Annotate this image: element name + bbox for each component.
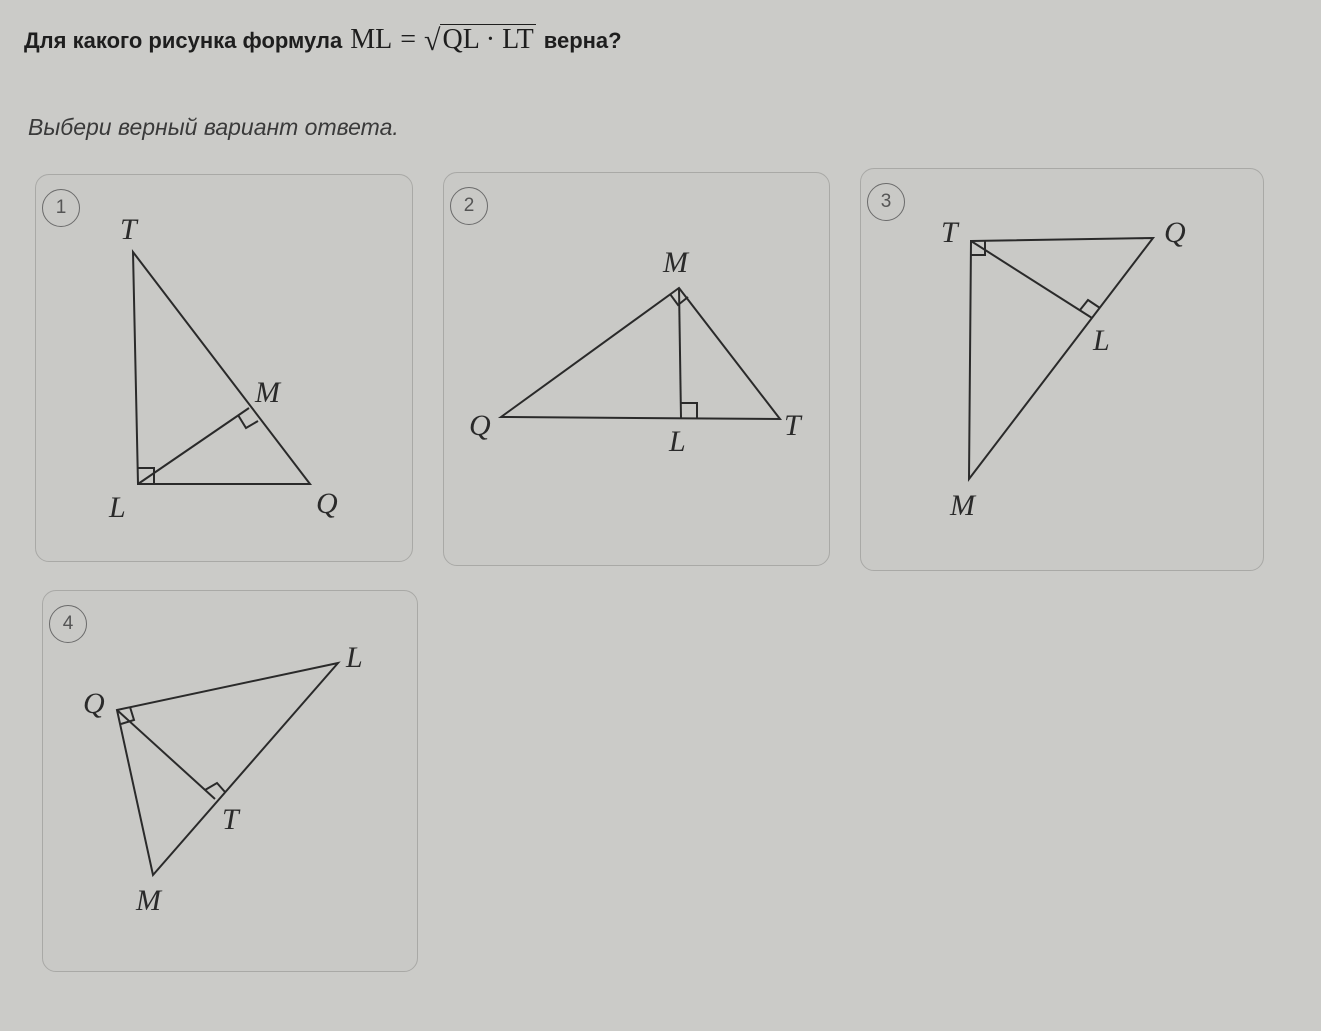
triangle-figure [444,173,831,567]
triangle-figure [36,175,414,563]
triangle-figure [861,169,1265,572]
answer-option-3[interactable] [860,168,1264,571]
question-prefix: Для какого рисунка формула [24,28,343,53]
vertex-label-t: T [120,213,137,246]
answer-option-2[interactable] [443,172,830,566]
instruction-text: Выбери верный вариант ответа. [28,114,399,140]
answer-option-1[interactable] [35,174,413,562]
option-number-badge: 4 [49,605,87,643]
vertex-label-m: M [663,246,688,279]
question-text [24,22,622,56]
vertex-label-q: Q [469,409,491,442]
formula-lhs: ML [350,24,393,55]
vertex-label-m: M [255,376,280,409]
vertex-label-q: Q [1164,216,1186,249]
vertex-label-m: M [136,884,161,917]
radical-sign-icon: √ [424,24,441,57]
formula-equals: = [400,24,416,55]
option-number-badge: 2 [450,187,488,225]
vertex-label-l: L [669,425,686,458]
question-suffix: верна? [543,28,622,53]
vertex-label-m: M [950,489,975,522]
vertex-label-l: L [109,491,126,524]
square-root [424,22,536,56]
triangle-figure [43,591,419,973]
option-number-badge: 3 [867,183,905,221]
vertex-label-q: Q [83,687,105,720]
option-number-badge: 1 [42,189,80,227]
vertex-label-l: L [346,641,363,674]
answer-option-4[interactable] [42,590,418,972]
vertex-label-t: T [222,803,239,836]
vertex-label-q: Q [316,487,338,520]
vertex-label-t: T [784,409,801,442]
formula-radicand: QL · LT [442,24,534,55]
vertex-label-t: T [941,216,958,249]
formula [350,22,536,56]
vertex-label-l: L [1093,324,1110,357]
